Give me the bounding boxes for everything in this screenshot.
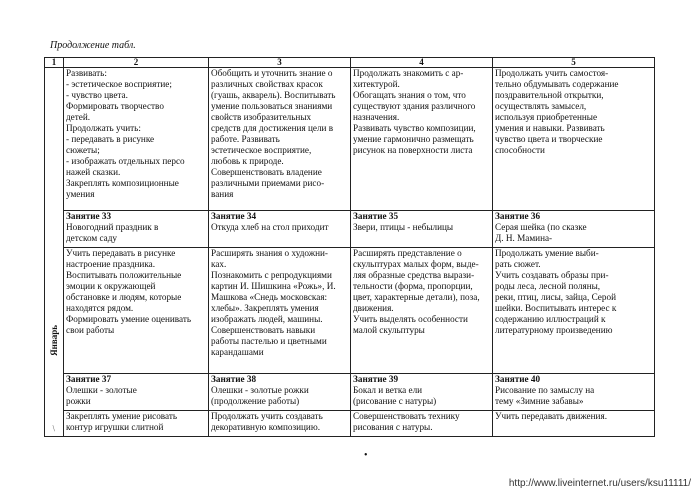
- cell-text-line: Расширять представление о: [353, 248, 462, 258]
- lesson-title-cell: [209, 374, 351, 411]
- cell-text-line: поздравительной открытки,: [495, 90, 604, 100]
- cell-text-line: Воспитывать положительные: [66, 270, 182, 280]
- cell-text-line: нажей сказки.: [66, 167, 121, 177]
- cell-text-line: детей.: [66, 112, 91, 122]
- cell-text-line: свои работы: [66, 325, 115, 335]
- cell-text-line: литературному произведению: [495, 325, 613, 335]
- cell-text-line: эмоции к окружающей: [66, 281, 156, 291]
- col-header-4: 4: [351, 58, 493, 68]
- cell-text-line: шейки. Воспитывать интерес к: [495, 303, 617, 313]
- cell-text-line: свойств изобразительных: [211, 112, 312, 122]
- cell-text-line: хитектурой.: [353, 79, 400, 89]
- cell: [64, 411, 209, 437]
- cell-text-line: - чувство цвета.: [66, 90, 128, 100]
- month-label: Январь: [48, 325, 59, 356]
- cell-text-line: умения и навыки. Развивать: [495, 123, 605, 133]
- cell-text-line: реки, птиц, лисы, зайца, Серой: [495, 292, 616, 302]
- lesson-title-cell: [209, 211, 351, 248]
- cell-text-line: Рисование по замыслу на: [495, 385, 595, 395]
- cell-text-line: Олешки - золотые: [66, 385, 137, 395]
- cell-text-line: Продолжать умение выби-: [495, 248, 599, 258]
- source-url[interactable]: http://www.liveinternet.ru/users/ksu11111/: [508, 478, 691, 489]
- cell-text-line: роды леса, лесной поляны,: [495, 281, 601, 291]
- cell-text-line: - передавать в рисунке: [66, 134, 155, 144]
- lesson-table: [44, 57, 655, 437]
- cell-text-line: любовь к природе.: [211, 156, 284, 166]
- cell-text-line: назначения.: [353, 112, 400, 122]
- cell-text-line: Развивать:: [66, 68, 107, 78]
- cell-text-line: хлебы». Закреплять умения: [211, 303, 319, 313]
- lesson-number: Занятие 36: [495, 211, 541, 221]
- cell-text-line: способности: [495, 145, 545, 155]
- cell-text-line: Закреплять умение рисовать: [66, 411, 178, 421]
- cell-text-line: Обобщить и уточнить знание о: [211, 68, 333, 78]
- cell-text-line: Продолжать учить:: [66, 123, 141, 133]
- cell: [351, 248, 493, 374]
- table-row-lessons-33-36: [45, 211, 655, 248]
- cell-text-line: изображать людей, машины.: [211, 314, 323, 324]
- cell-text-line: Закреплять композиционные: [66, 178, 179, 188]
- table-row-lessons-37-40: [45, 374, 655, 411]
- lesson-number: Занятие 38: [211, 374, 257, 384]
- header-row: [45, 58, 655, 68]
- cell-text-line: умение пользоваться знаниями: [211, 101, 333, 111]
- lesson-title-cell: [351, 374, 493, 411]
- col-header-1: 1: [45, 58, 64, 68]
- lesson-number: Занятие 37: [66, 374, 112, 384]
- cell-text-line: Познакомить с репродукциями: [211, 270, 332, 280]
- cell-text-line: Продолжать знакомить с ар-: [353, 68, 464, 78]
- cell-text-line: Продолжать учить создавать: [211, 411, 323, 421]
- cell-text-line: Машкова «Снедь московская:: [211, 292, 328, 302]
- month-mark: /: [49, 423, 58, 433]
- cell: [351, 411, 493, 437]
- lesson-title-cell: [64, 211, 209, 248]
- lesson-title-cell: [64, 374, 209, 411]
- cell-text-line: (рисование с натуры): [353, 396, 437, 406]
- cell-text-line: цвет, характерные детали), поза,: [353, 292, 480, 302]
- col-header-5: 5: [493, 58, 655, 68]
- cell-text-line: Обогащать знания о том, что: [353, 90, 466, 100]
- cell-text-line: вания: [211, 189, 234, 199]
- cell-text-line: Серая шейка (по сказке: [495, 222, 587, 232]
- lesson-number: Занятие 34: [211, 211, 257, 221]
- month-cell: [45, 68, 64, 437]
- cell-text-line: - изображать отдельных персо: [66, 156, 185, 166]
- cell-text-line: умение гармонично размещать: [353, 134, 474, 144]
- cell-text-line: Бокал и ветка ели: [353, 385, 423, 395]
- cell-text-line: движения.: [353, 303, 394, 313]
- lesson-number: Занятие 40: [495, 374, 541, 384]
- cell: [64, 248, 209, 374]
- cell-text-line: Учить создавать образы при-: [495, 270, 609, 280]
- cell-text-line: работе. Развивать: [211, 134, 280, 144]
- cell-text-line: осуществлять замысел,: [495, 101, 587, 111]
- cell-text-line: рать сюжет.: [495, 259, 541, 269]
- cell-text-line: (гуашь, акварель). Воспитывать: [211, 90, 336, 100]
- cell-text-line: работы пастелью и цветными: [211, 336, 327, 346]
- cell-text-line: находятся рядом.: [66, 303, 134, 313]
- cell-text-line: рисования с натуры.: [353, 422, 433, 432]
- cell-text-line: скульптурах малых форм, выде-: [353, 259, 479, 269]
- cell-text-line: Формировать умение оценивать: [66, 314, 192, 324]
- table-caption: Продолжение табл.: [50, 40, 136, 51]
- cell-text-line: Расширять знания о художни-: [211, 248, 328, 258]
- page-bullet: •: [364, 450, 368, 461]
- cell-text-line: умения: [66, 189, 95, 199]
- table-row-content-37-40: [45, 411, 655, 437]
- cell-text-line: контур игрушки слитной: [66, 422, 164, 432]
- cell: [493, 68, 655, 211]
- lesson-title-cell: [493, 374, 655, 411]
- cell: [351, 68, 493, 211]
- cell-text-line: тему «Зимние забавы»: [495, 396, 584, 406]
- cell: [64, 68, 209, 211]
- cell-text-line: Д. Н. Мамина-: [495, 233, 553, 243]
- cell-text-line: существуют здания различного: [353, 101, 476, 111]
- cell-text-line: обстановке и людям, которые: [66, 292, 182, 302]
- cell-text-line: Формировать творчество: [66, 101, 164, 111]
- cell-text-line: рисунок на поверхности листа: [353, 145, 473, 155]
- lesson-number: Занятие 33: [66, 211, 112, 221]
- cell-text-line: настроение праздника.: [66, 259, 156, 269]
- cell-text-line: декоративную композицию.: [211, 422, 320, 432]
- cell-text-line: (продолжение работы): [211, 396, 300, 406]
- cell-text-line: Звери, птицы - небылицы: [353, 222, 454, 232]
- cell-text-line: эстетическое восприятие,: [211, 145, 312, 155]
- cell: [209, 248, 351, 374]
- cell-text-line: Олешки - золотые рожки: [211, 385, 309, 395]
- cell-text-line: Продолжать учить самостоя-: [495, 68, 609, 78]
- cell-text-line: тельности (форма, пропорции,: [353, 281, 473, 291]
- cell-text-line: карандашами: [211, 347, 264, 357]
- cell-text-line: Совершенствовать технику: [353, 411, 460, 421]
- cell-text-line: малой скульптуры: [353, 325, 425, 335]
- cell-text-line: Учить передавать в рисунке: [66, 248, 176, 258]
- cell-text-line: картин И. Шишкина «Рожь», И.: [211, 281, 336, 291]
- cell-text-line: Учить выделять особенности: [353, 314, 468, 324]
- cell: [493, 248, 655, 374]
- lesson-number: Занятие 39: [353, 374, 399, 384]
- cell-text-line: Совершенствовать владение: [211, 167, 322, 177]
- table-row-goals: [45, 68, 655, 211]
- cell-text-line: Новогодний праздник в: [66, 222, 159, 232]
- lesson-number: Занятие 35: [353, 211, 399, 221]
- cell-text-line: ляя образные средства вырази-: [353, 270, 475, 280]
- col-header-3: 3: [209, 58, 351, 68]
- cell: [209, 411, 351, 437]
- col-header-2: 2: [64, 58, 209, 68]
- cell-text-line: используя приобретенные: [495, 112, 598, 122]
- cell-text-line: Совершенствовать навыки: [211, 325, 316, 335]
- cell-text-line: Учить передавать движения.: [495, 411, 607, 421]
- cell-text-line: детском саду: [66, 233, 118, 243]
- cell-text-line: различными приемами рисо-: [211, 178, 325, 188]
- cell-text-line: различных свойствах красок: [211, 79, 323, 89]
- cell: [493, 411, 655, 437]
- cell-text-line: - эстетическое восприятие;: [66, 79, 172, 89]
- cell-text-line: средств для достижения цели в: [211, 123, 334, 133]
- cell-text-line: Развивать чувство композиции,: [353, 123, 476, 133]
- cell-text-line: содержанию иллюстраций к: [495, 314, 606, 324]
- cell: [209, 68, 351, 211]
- lesson-title-cell: [351, 211, 493, 248]
- cell-text-line: рожки: [66, 396, 91, 406]
- lesson-title-cell: [493, 211, 655, 248]
- cell-text-line: чувство цвета и творческие: [495, 134, 603, 144]
- cell-text-line: Откуда хлеб на стол приходит: [211, 222, 329, 232]
- cell-text-line: ках.: [211, 259, 227, 269]
- table-row-content-33-36: [45, 248, 655, 374]
- cell-text-line: тельно обдумывать содержание: [495, 79, 619, 89]
- cell-text-line: сюжеты;: [66, 145, 100, 155]
